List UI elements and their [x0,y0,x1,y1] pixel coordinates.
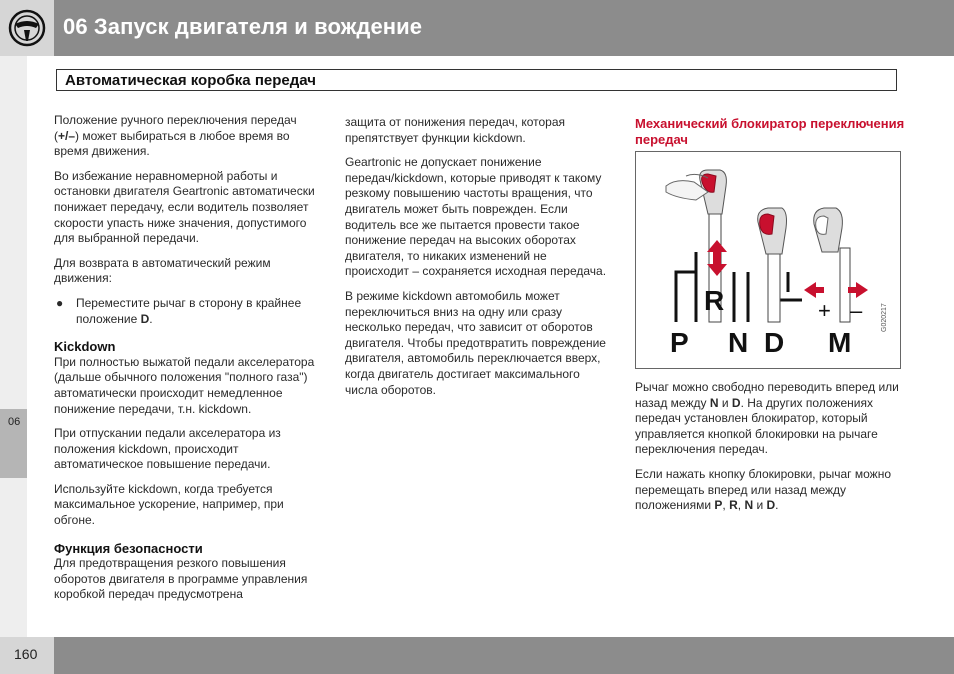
paragraph: защита от понижения передач, которая препятствует функции kickdown. [345,115,565,145]
gear-label-plus: + [818,298,831,323]
text-column-3 [635,380,901,523]
gear-lever-diagram [636,152,900,368]
paragraph: Для предотвращения резкого повышения оборотов двигателя в программе управления коробкой передач предусмотрена [54,556,308,602]
paragraph: Положение ручного переключения передач (+/–) может выбираться в любое время во время движения. [54,113,297,159]
section-title: Автоматическая коробка передач [65,72,316,89]
paragraph: Для возврата в автоматический режим движения: [54,255,271,286]
steering-wheel-icon [8,8,46,48]
logo-box [0,0,54,56]
gear-label-r: R [704,285,725,316]
shiftlock-heading: Механический блокиратор переключения передач [635,116,905,147]
left-right-arrows-icon [804,282,868,298]
gear-label-n: N [728,327,749,358]
list-item: ● Переместите рычаг в сторону в крайнее положение D. [56,295,302,326]
gear-shift-illustration [635,151,901,369]
page-number-box [0,637,54,674]
footer-bar [0,637,954,674]
paragraph: Если нажать кнопку блокировки, рычаг можно перемещать вперед или назад между положениями P, R, N и D. [635,466,891,513]
gate-line [676,252,696,322]
paragraph: Во избежание неравномерной работы и остановки двигателя Geartronic автоматически понижает передачу, если водитель позволяет скорости упасть ниже значения, допустимого для выбранной передачи. [54,168,315,246]
gear-label-d: D [764,327,785,358]
gear-lever-middle [758,208,787,322]
text-column-1 [54,113,316,612]
chapter-tab-label: 06 [8,416,21,428]
text-column-2 [345,115,611,407]
chapter-tab[interactable] [0,409,27,478]
bullet-icon: ● [56,295,64,310]
subheading-safety: Функция безопасности [54,540,203,556]
subheading-kickdown: Kickdown [54,339,116,355]
chapter-title: 06 Запуск двигателя и вождение [63,14,423,39]
paragraph: В режиме kickdown автомобиль может переключиться вниз на одну или сразу несколько передач, что зависит от оборотов двигателя. Чтобы предотвратить повреждение двигателя, автомобиль переключается вверх, когда двигатель достигает максимального числа оборотов. [345,288,606,397]
figure-code: G020217 [881,303,888,332]
gear-label-p: P [670,327,689,358]
paragraph: Рычаг можно свободно переводить вперед или назад между N и D. На других положениях передач установлен блокиратор, который управляется кнопкой блокировки на рычаге переключения передач. [635,380,899,457]
paragraph: При полностью выжатой педали акселератора (дальше обычного положения "полного газа") автоматически происходит немедленное понижение передачи, т.н. kickdown. [54,354,315,416]
section-title-box [56,69,897,91]
sidebar-strip [0,56,27,637]
gear-label-minus: – [850,298,863,323]
gear-label-m: M [828,327,852,358]
paragraph: Geartronic не допускает понижение передач/kickdown, которые приводят к такому резкому повышению частоты вращения, что двигатель может быть поврежден. Если водитель все же пытается провести такое понижение передач на высоких оборотах двигателя, то никаких изменений не происходит – сохраняется исходная передача. [345,155,607,279]
page-number: 160 [14,646,38,662]
paragraph: При отпускании педали акселератора из положения kickdown, происходит автоматическое повышение передачи. [54,426,281,472]
paragraph: Используйте kickdown, когда требуется максимальное ускорение, например, при обгоне. [54,481,284,528]
